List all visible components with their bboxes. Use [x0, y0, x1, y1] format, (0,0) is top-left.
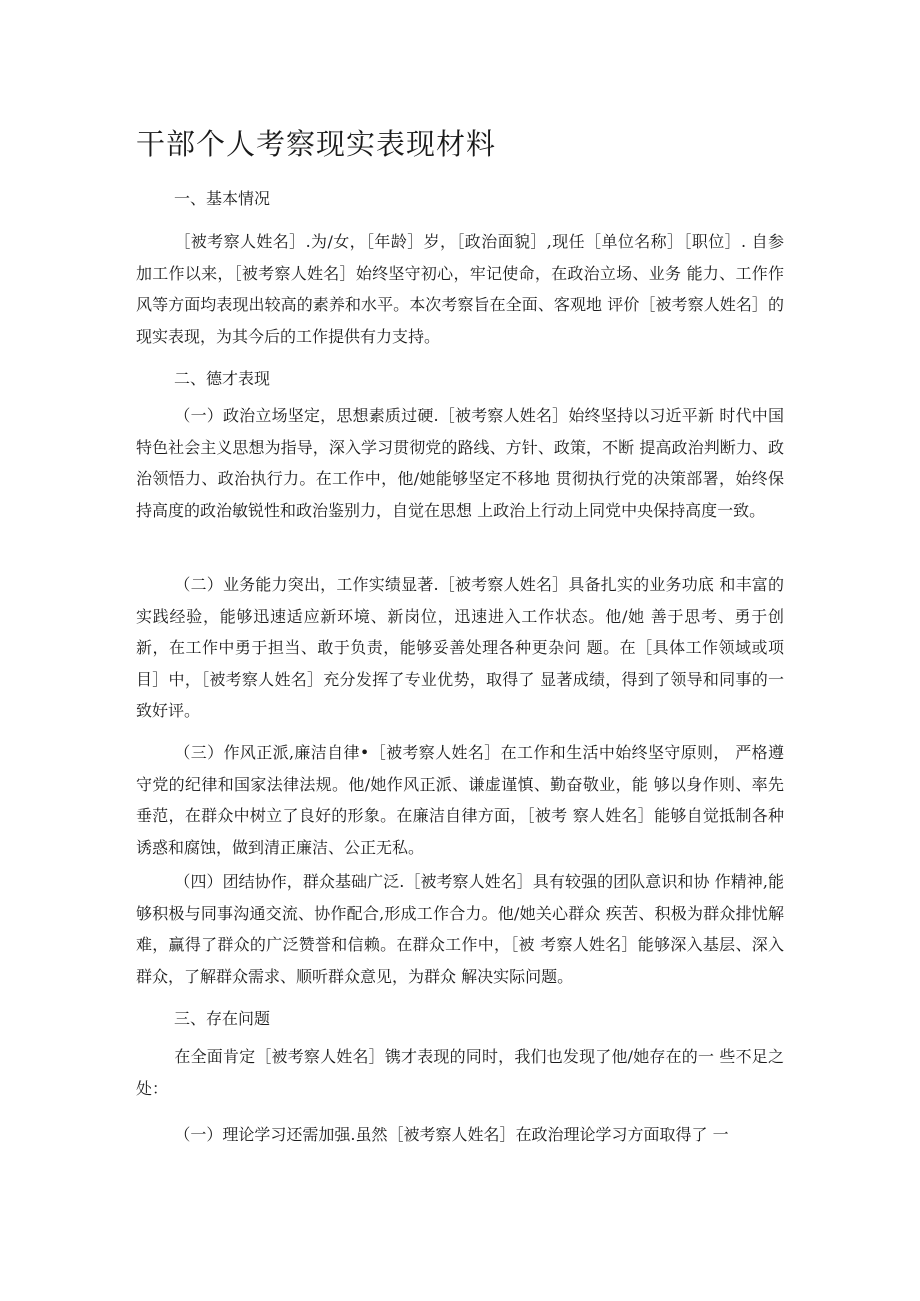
paragraph-work-ability: （二）业务能力突出，工作实绩显著.［被考察人姓名］具备扎实的业务功底 和丰富的实践经验，能够迅速适应新环境、新岗位，迅速进入工作状态。他/她 善于思考、勇于创新，在工作中勇于担当、敢于负责，能够妥善处理各种更杂问 题。在［具体工作领域或项目］中，［被考察人姓名］充分发挥了专业优势，取得了 显著成绩，得到了领导和同事的一致好评。	[136, 575, 784, 720]
paragraph-integrity: （三）作风正派,廉洁自律•［被考察人姓名］在工作和生活中始终坚守原则， 严格遵守党的纪律和国家法律法规。他/她作风正派、谦虚谨慎、勤奋敬业，能 够以身作则、率先垂范，在群众中树立了良好的形象。在廉洁自律方面，［被考 察人姓名］能够自觉抵制各种诱惑和腐蚀，做到清正廉洁、公正无私。	[136, 743, 784, 857]
document-title: 干部个人考察现实表现材料	[136, 127, 497, 161]
paragraph-basic-info: ［被考察人姓名］.为/女，［年龄］岁，［政治面貌］,现任［单位名称］［职位］. 自参加工作以来，［被考察人姓名］始终坚守初心，牢记使命，在政治立场、业务 能力、工作作风等方面均表现出较高的素养和水平。本次考察旨在全面、客观地 评价［被考察人姓名］的现实表现，为其今后的工作提供有力支持。	[136, 232, 784, 346]
paragraph-teamwork: （四）团结协作，群众基础广泛.［被考察人姓名］具有较强的团队意识和协 作精神,能够积极与同事沟通交流、协作配合,形成工作合力。他/她关心群众 疾苦、积极为群众排忧解难，赢得了群众的广泛赞誉和信赖。在群众工作中，［被 考察人姓名］能够深入基层、深入群众，了解群众需求、顺听群众意见，为群众 解决实际问题。	[136, 872, 784, 986]
paragraph-political-stance: （一）政治立场坚定，思想素质过硬.［被考察人姓名］始终坚持以习近平新 时代中国特色社会主义思想为指导，深入学习贯彻党的路线、方针、政策，不断 提高政治判断力、政治领悟力、政治执行力。在工作中，他/她能够坚定不移地 贯彻执行党的决策部署，始终保持高度的政治敏锐性和政治鉴别力，自觉在思想 上政治上行动上同党中央保持高度一致。	[136, 406, 784, 520]
section-heading-virtue: 二、德才表现	[174, 369, 271, 388]
section-heading-basic: 一、基本情况	[174, 189, 271, 208]
section-heading-issues: 三、存在问题	[174, 1009, 271, 1028]
paragraph-issues-intro: 在全面肯定［被考察人姓名］镌才表现的同时，我们也发现了他/她存在的一 些不足之处：	[136, 1047, 784, 1098]
paragraph-theory-study: （一）理论学习还需加强.虽然［被考察人姓名］在政治理论学习方面取得了 一	[174, 1125, 729, 1144]
